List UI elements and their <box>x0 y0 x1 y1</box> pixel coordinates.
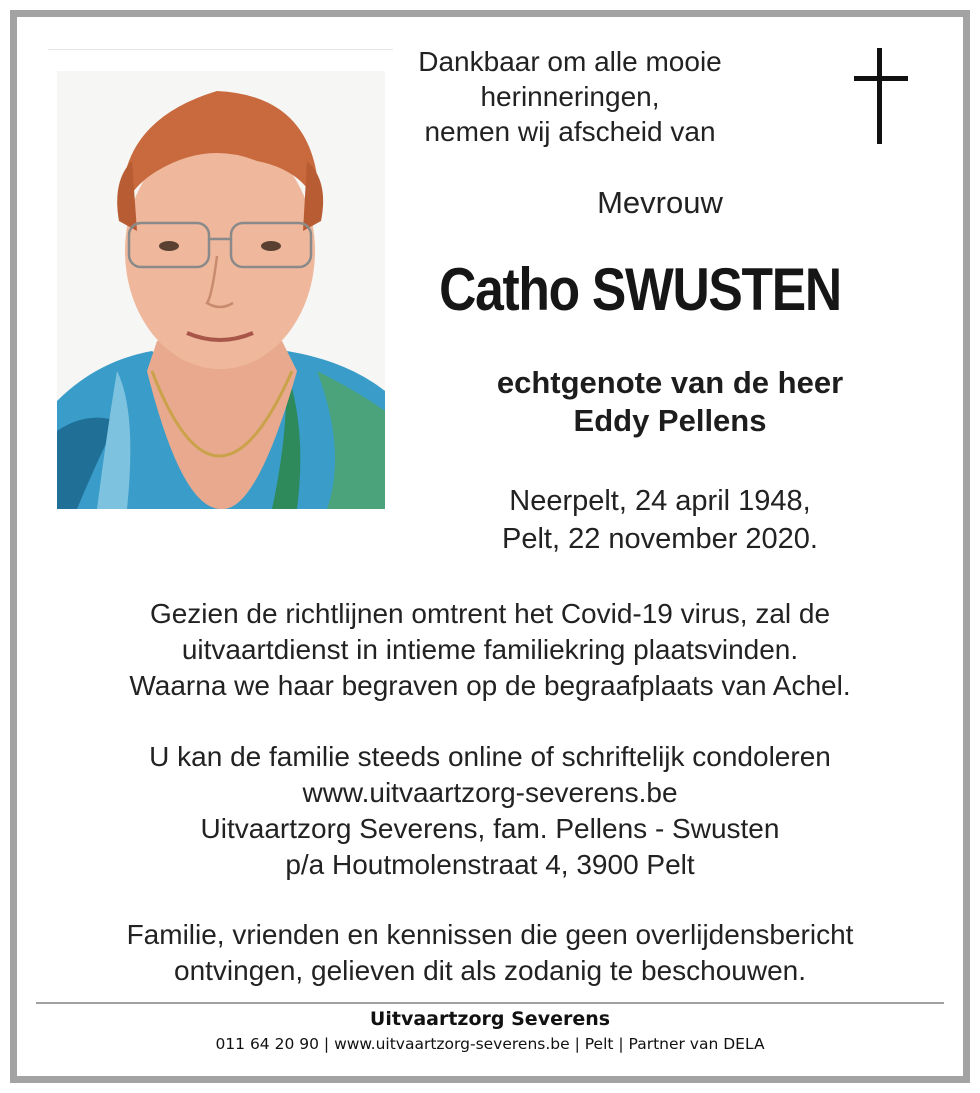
paragraph-line: uitvaartdienst in intieme familiekring plaatsvinden. <box>181 634 799 665</box>
intro-line: herinneringen, <box>480 81 660 112</box>
paragraph-line: Uitvaartzorg Severens, fam. Pellens - Swusten <box>200 813 780 844</box>
paragraph-line: Gezien de richtlijnen omtrent het Covid-19 virus, zal de <box>149 598 831 629</box>
honorific: Mevrouw <box>597 185 723 220</box>
footer-divider <box>36 1002 944 1004</box>
portrait-photo <box>57 71 385 509</box>
notice-disclaimer <box>30 917 950 989</box>
footer-partner: Partner van DELA <box>628 1035 765 1053</box>
death-date: Pelt, 22 november 2020. <box>502 523 818 555</box>
footer-phone: 011 64 20 90 <box>215 1035 319 1053</box>
spouse-info <box>430 364 910 440</box>
funeral-notice <box>30 596 950 704</box>
paragraph-line: p/a Houtmolenstraat 4, 3900 Pelt <box>285 849 695 880</box>
footer-separator: | <box>318 1035 335 1053</box>
intro-line: Dankbaar om alle mooie <box>418 46 722 77</box>
footer-contact <box>0 1035 980 1053</box>
intro-text <box>415 44 725 149</box>
cross-icon <box>852 48 912 148</box>
spouse-line: echtgenote van de heer <box>496 365 844 400</box>
footer-city: Pelt <box>584 1035 614 1053</box>
paragraph-line: Waarna we haar begraven op de begraafplaats van Achel. <box>129 670 851 701</box>
deceased-name: Catho SWUSTEN <box>439 256 841 323</box>
footer-separator: | <box>569 1035 585 1053</box>
condolence-website[interactable]: www.uitvaartzorg-severens.be <box>302 777 678 808</box>
photo-divider <box>48 49 393 50</box>
life-dates <box>470 482 850 558</box>
spouse-line: Eddy Pellens <box>573 403 767 438</box>
intro-line: nemen wij afscheid van <box>424 116 716 147</box>
footer-separator: | <box>613 1035 629 1053</box>
paragraph-line: Familie, vrienden en kennissen die geen overlijdensbericht <box>126 919 854 950</box>
footer-website[interactable]: www.uitvaartzorg-severens.be <box>334 1035 570 1053</box>
footer-company: Uitvaartzorg Severens <box>369 1008 611 1030</box>
birth-date: Neerpelt, 24 april 1948, <box>509 485 811 517</box>
paragraph-line: ontvingen, gelieven dit als zodanig te beschouwen. <box>174 955 806 986</box>
paragraph-line: U kan de familie steeds online of schriftelijk condoleren <box>149 741 831 772</box>
condolence-info <box>30 739 950 883</box>
